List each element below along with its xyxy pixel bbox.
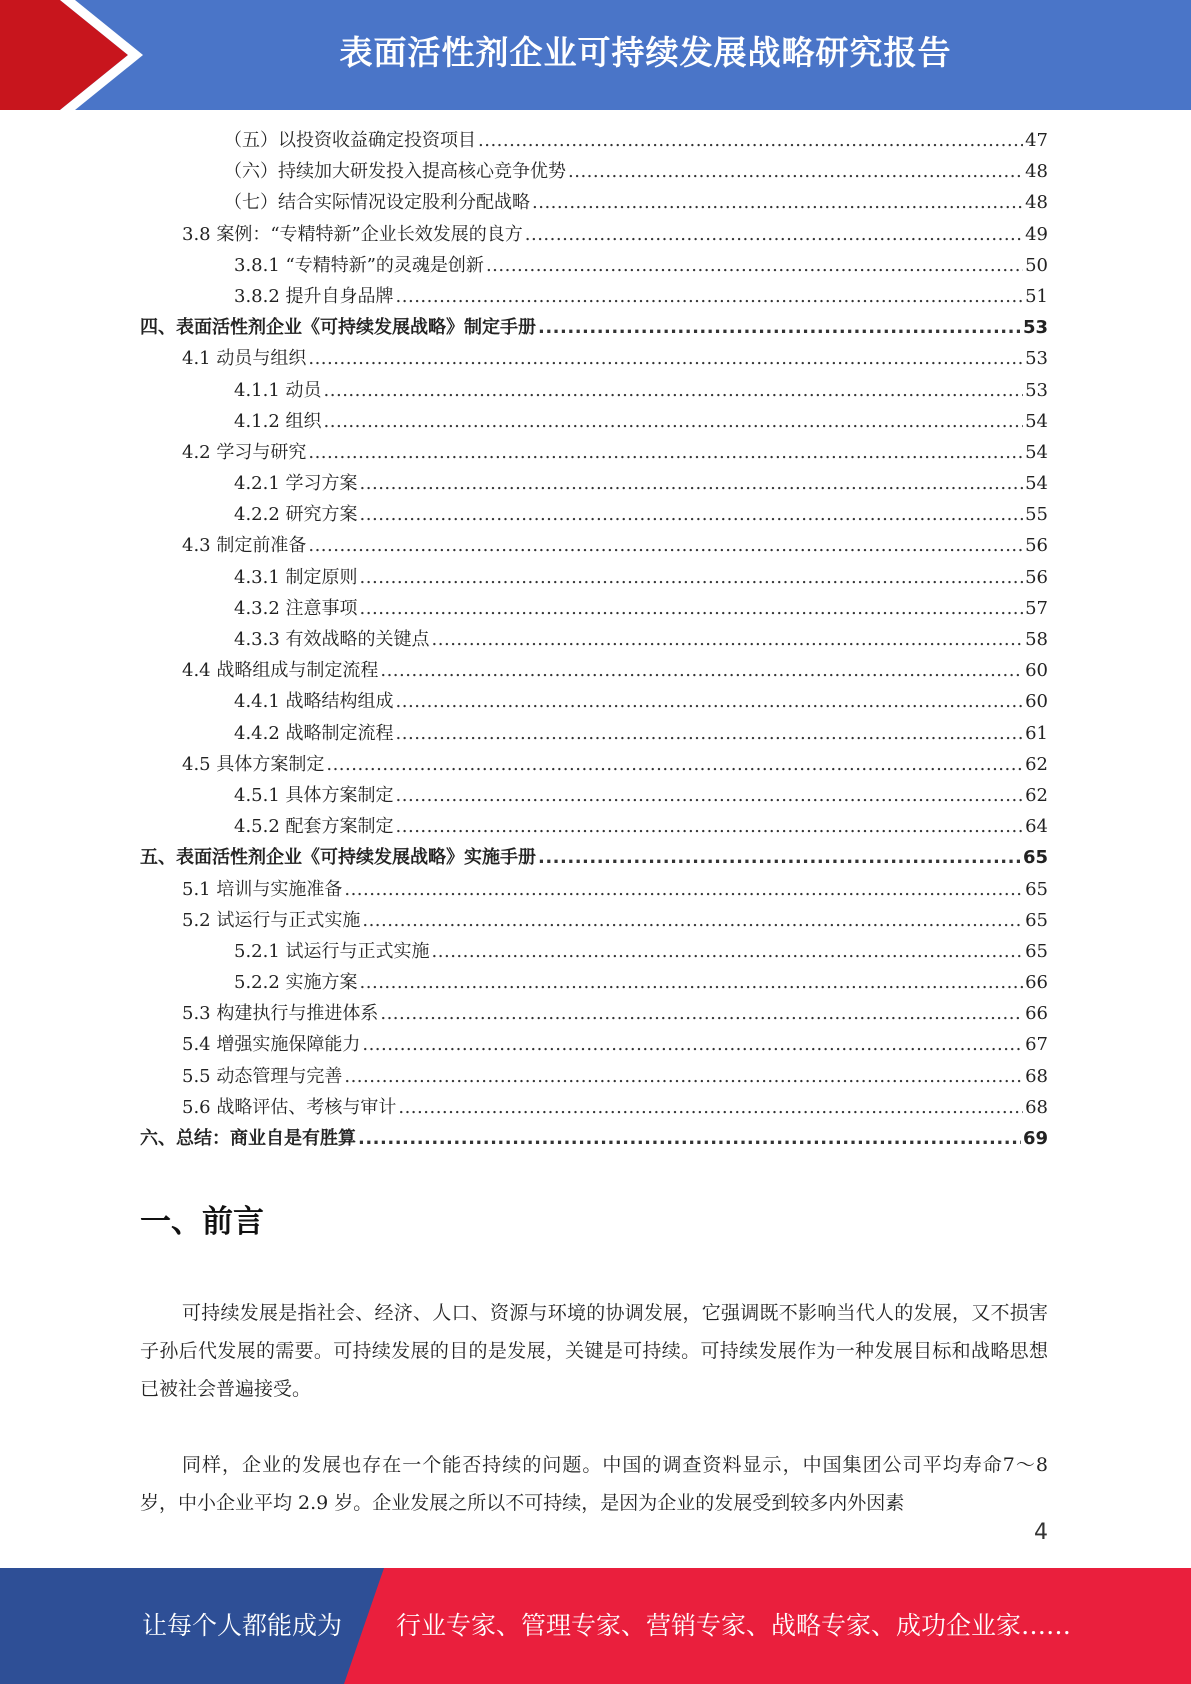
toc-entry-page: 54 — [1025, 473, 1048, 495]
toc-leader-dots — [398, 1097, 1023, 1118]
toc-entry-title: 3.8.1 “专精特新”的灵魂是创新 — [234, 254, 484, 276]
page-header — [0, 0, 1191, 110]
toc-entry-title: 3.8.2 提升自身品牌 — [234, 285, 394, 307]
toc-leader-dots — [396, 723, 1024, 744]
toc-entry-page: 65 — [1022, 847, 1048, 869]
toc-entry-title: 4.2.2 研究方案 — [234, 504, 358, 526]
toc-entry-title: 4.3.3 有效战略的关键点 — [234, 629, 430, 650]
section-heading: 一、前言 — [140, 1204, 264, 1240]
toc-entry-title: 4.5.2 配套方案制定 — [234, 816, 394, 838]
toc-entry[interactable] — [140, 687, 1048, 718]
toc-leader-dots — [344, 879, 1023, 900]
toc-leader-dots — [362, 1034, 1023, 1055]
toc-entry-title: （七）结合实际情况设定股利分配战略 — [224, 192, 530, 214]
toc-entry[interactable] — [140, 188, 1048, 219]
toc-leader-dots — [568, 161, 1023, 182]
toc-entry[interactable] — [140, 500, 1048, 531]
toc-leader-dots — [324, 411, 1024, 432]
toc-entry-page: 60 — [1025, 660, 1048, 682]
toc-entry-page: 66 — [1025, 972, 1048, 994]
toc-entry[interactable] — [140, 344, 1048, 375]
toc-entry-page: 64 — [1025, 816, 1048, 838]
toc-entry-page: 62 — [1025, 784, 1048, 806]
toc-entry[interactable] — [140, 594, 1048, 625]
toc-entry-page: 49 — [1025, 223, 1048, 245]
toc-entry-title: 5.2.2 实施方案 — [234, 972, 358, 994]
toc-entry-page: 68 — [1025, 1065, 1048, 1087]
toc-entry-page: 50 — [1025, 254, 1048, 276]
toc-entry[interactable] — [140, 220, 1048, 251]
toc-entry[interactable] — [140, 968, 1048, 999]
toc-entry[interactable] — [140, 719, 1048, 750]
toc-entry-page: 66 — [1025, 1003, 1048, 1025]
toc-entry-page: 51 — [1025, 285, 1048, 307]
toc-entry-page: 61 — [1025, 722, 1048, 744]
toc-entry-page: 54 — [1025, 410, 1048, 432]
toc-leader-dots — [396, 785, 1024, 806]
toc-leader-dots — [360, 598, 1024, 619]
toc-leader-dots — [396, 691, 1024, 712]
toc-entry-title: 5.6 战略评估、考核与审计 — [182, 1096, 397, 1118]
toc-entry-page: 60 — [1025, 691, 1048, 713]
toc-entry-title: 4.2 学习与研究 — [182, 441, 307, 463]
toc-entry-title: 4.3.1 制定原则 — [234, 566, 358, 588]
toc-entry[interactable] — [140, 937, 1048, 968]
toc-entry-title: 3.8 案例：“专精特新”企业长效发展的良方 — [182, 223, 523, 245]
toc-entry-page: 47 — [1025, 130, 1048, 151]
toc-entry[interactable] — [140, 999, 1048, 1030]
toc-leader-dots — [362, 910, 1023, 931]
toc-entry[interactable] — [140, 469, 1048, 500]
toc-entry-title: 4.2.1 学习方案 — [234, 473, 358, 495]
toc-entry[interactable] — [140, 282, 1048, 313]
toc-entry-title: 4.1 动员与组织 — [182, 348, 307, 370]
body-paragraph: 同样，企业的发展也存在一个能否持续的问题。中国的调查资料显示，中国集团公司平均寿命7～8 岁，中小企业平均 2.9 岁。企业发展之所以不可持续，是因为企业的发展受到较多内外因素 — [140, 1454, 1048, 1514]
toc-entry-page: 58 — [1025, 629, 1048, 650]
toc-entry-page: 53 — [1022, 317, 1048, 339]
toc-entry[interactable] — [140, 875, 1048, 906]
toc-leader-dots — [360, 972, 1024, 993]
table-of-contents — [140, 126, 1048, 1155]
toc-entry-title: （六）持续加大研发投入提高核心竞争优势 — [224, 161, 566, 183]
toc-entry[interactable] — [140, 376, 1048, 407]
toc-entry-page: 53 — [1025, 348, 1048, 370]
toc-entry[interactable] — [140, 625, 1048, 656]
toc-entry-title: 四、表面活性剂企业《可持续发展战略》制定手册 — [140, 317, 536, 339]
page-footer — [0, 1568, 1191, 1684]
toc-entry-title: 5.5 动态管理与完善 — [182, 1065, 343, 1087]
header-title: 表面活性剂企业可持续发展战略研究报告 — [339, 33, 952, 72]
toc-entry-title: 4.5.1 具体方案制定 — [234, 784, 394, 806]
toc-entry[interactable] — [140, 1093, 1048, 1124]
toc-entry[interactable] — [140, 843, 1048, 874]
toc-leader-dots — [380, 660, 1023, 681]
toc-leader-dots — [396, 816, 1024, 837]
toc-entry-page: 56 — [1025, 535, 1048, 557]
toc-leader-dots — [308, 348, 1023, 369]
toc-entry[interactable] — [140, 1124, 1048, 1155]
footer-slogan-left: 让每个人都能成为 — [142, 1611, 343, 1640]
toc-entry-page: 65 — [1025, 878, 1048, 900]
toc-entry-title: （五）以投资收益确定投资项目 — [224, 130, 476, 151]
toc-entry[interactable] — [140, 563, 1048, 594]
toc-leader-dots — [360, 473, 1024, 494]
toc-entry-title: 5.2.1 试运行与正式实施 — [234, 940, 430, 962]
toc-entry-page: 68 — [1025, 1096, 1048, 1118]
toc-entry[interactable] — [140, 438, 1048, 469]
toc-entry-page: 67 — [1025, 1034, 1048, 1056]
toc-entry[interactable] — [140, 313, 1048, 344]
toc-entry[interactable] — [140, 1062, 1048, 1093]
toc-entry-title: 4.1.1 动员 — [234, 379, 322, 401]
toc-leader-dots — [360, 504, 1024, 525]
toc-entry[interactable] — [140, 906, 1048, 937]
toc-entry-page: 69 — [1022, 1128, 1048, 1149]
toc-entry-page: 65 — [1025, 909, 1048, 931]
toc-leader-dots — [380, 1003, 1023, 1024]
toc-entry-title: 5.2 试运行与正式实施 — [182, 909, 361, 931]
toc-entry-page: 48 — [1025, 161, 1048, 183]
toc-entry[interactable] — [140, 126, 1048, 157]
toc-entry-page: 62 — [1025, 753, 1048, 775]
toc-leader-dots — [525, 224, 1023, 245]
toc-leader-dots — [344, 1066, 1023, 1087]
toc-entry[interactable] — [140, 157, 1048, 188]
toc-leader-dots — [396, 286, 1024, 307]
page-number: 4 — [1034, 1520, 1048, 1545]
toc-entry-page: 57 — [1025, 597, 1048, 619]
toc-entry-page: 54 — [1025, 441, 1048, 463]
toc-leader-dots — [538, 847, 1021, 868]
toc-entry[interactable] — [140, 1030, 1048, 1061]
toc-leader-dots — [432, 629, 1024, 650]
toc-entry-title: 4.1.2 组织 — [234, 410, 322, 432]
toc-entry[interactable] — [140, 781, 1048, 812]
body-paragraph: 可持续发展是指社会、经济、人口、资源与环境的协调发展，它强调既不影响当代人的发展，又不损害子孙后代发展的需要。可持续发展的目的是发展，关键是可持续。可持续发展作为一种发展目标和战略思想已被社会普遍接受。 — [140, 1302, 1048, 1400]
toc-entry-title: 4.4.1 战略结构组成 — [234, 691, 394, 713]
toc-entry-page: 48 — [1025, 192, 1048, 214]
toc-entry[interactable] — [140, 407, 1048, 438]
toc-leader-dots — [486, 255, 1023, 276]
footer-slogan-right: 行业专家、管理专家、营销专家、战略专家、成功企业家…… — [396, 1611, 1072, 1640]
toc-entry[interactable] — [140, 750, 1048, 781]
toc-entry-page: 65 — [1025, 940, 1048, 962]
toc-entry-title: 4.5 具体方案制定 — [182, 753, 325, 775]
toc-entry[interactable] — [140, 531, 1048, 562]
toc-entry-title: 5.3 构建执行与推进体系 — [182, 1003, 379, 1025]
toc-entry[interactable] — [140, 812, 1048, 843]
toc-leader-dots — [360, 567, 1024, 588]
toc-leader-dots — [432, 941, 1024, 962]
toc-leader-dots — [308, 535, 1023, 556]
toc-entry-title: 4.4 战略组成与制定流程 — [182, 660, 379, 682]
toc-entry-page: 53 — [1025, 379, 1048, 401]
toc-entry-page: 56 — [1025, 566, 1048, 588]
toc-entry-title: 五、表面活性剂企业《可持续发展战略》实施手册 — [140, 847, 536, 869]
toc-entry-title: 六、总结：商业自是有胜算 — [140, 1128, 356, 1149]
toc-leader-dots — [478, 130, 1023, 151]
toc-leader-dots — [532, 192, 1023, 213]
toc-entry-title: 4.3 制定前准备 — [182, 535, 307, 557]
toc-leader-dots — [324, 380, 1024, 401]
toc-entry[interactable] — [140, 251, 1048, 282]
toc-leader-dots — [308, 442, 1023, 463]
toc-leader-dots — [538, 317, 1021, 338]
toc-entry-page: 55 — [1025, 504, 1048, 526]
toc-entry-title: 5.4 增强实施保障能力 — [182, 1034, 361, 1056]
toc-leader-dots — [358, 1128, 1021, 1149]
toc-entry[interactable] — [140, 656, 1048, 687]
toc-entry-title: 4.3.2 注意事项 — [234, 597, 358, 619]
toc-entry-title: 4.4.2 战略制定流程 — [234, 722, 394, 744]
toc-entry-title: 5.1 培训与实施准备 — [182, 878, 343, 900]
toc-leader-dots — [326, 754, 1023, 775]
